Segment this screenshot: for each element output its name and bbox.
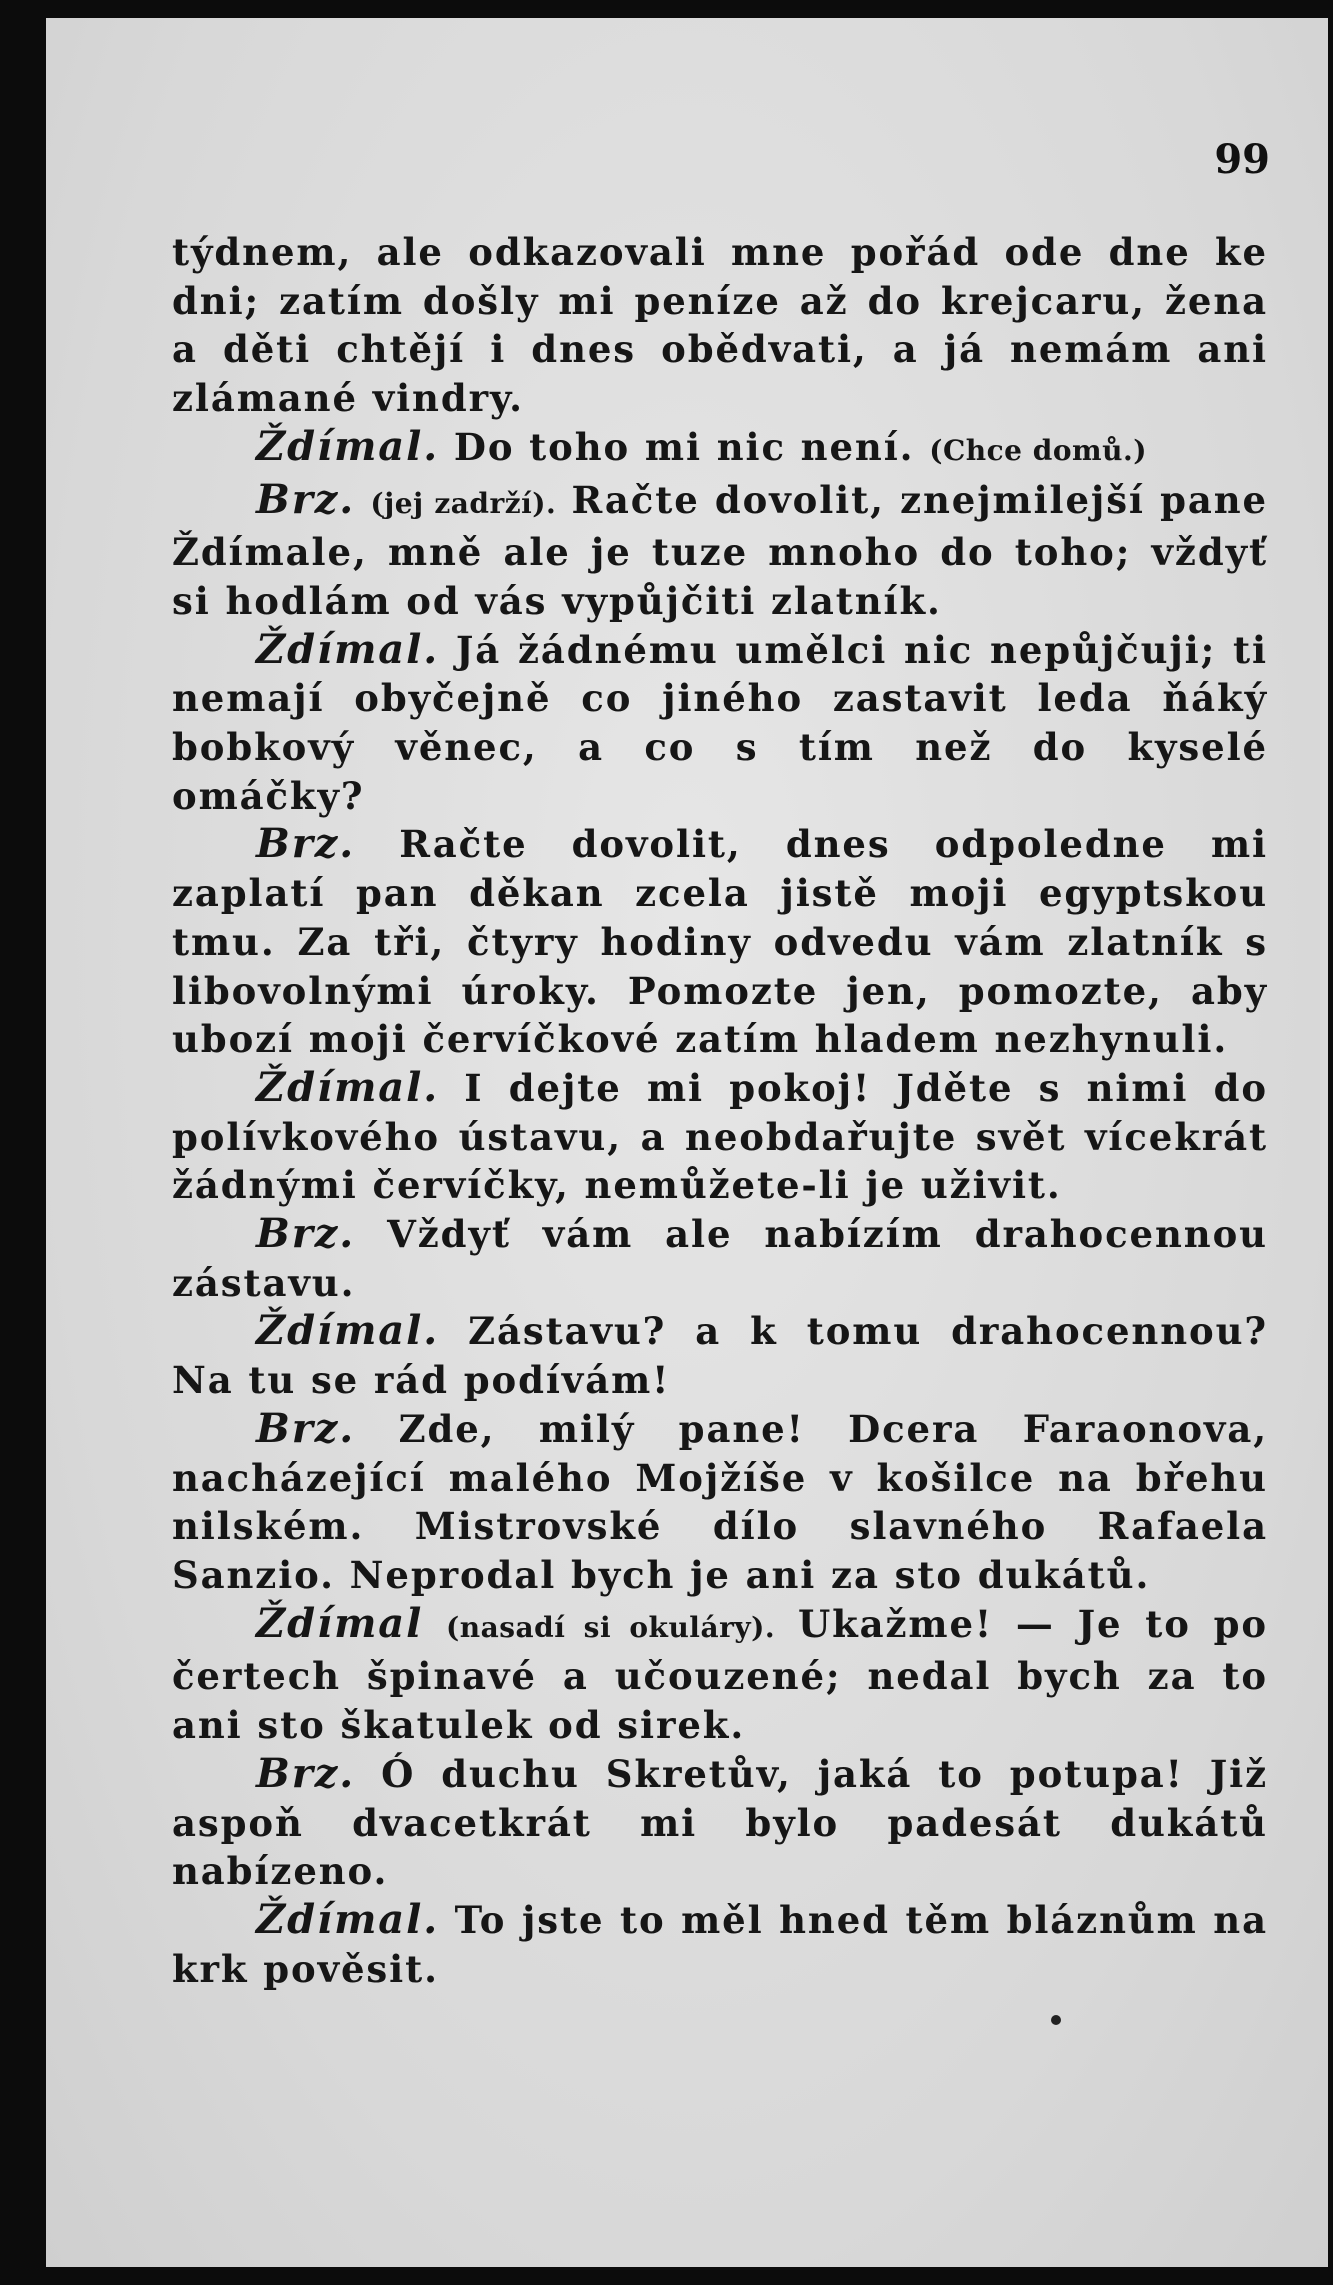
speech-text: Já žádnému umělci nic nepůjčuji; ti nemají obyčejně co jiného zastavit leda ňáký bobkový věnec, a co s tím než do kyselé omáčky? <box>172 627 1268 818</box>
speech-paragraph <box>172 820 1268 1064</box>
speaker-name: Brz. <box>256 475 356 523</box>
stage-direction: (nasadí si okuláry). <box>446 1610 776 1644</box>
speaker-name: Ždímal. <box>256 1063 440 1111</box>
speech-paragraph <box>172 1210 1268 1307</box>
page-text <box>172 228 1268 1993</box>
speaker-name: Ždímal. <box>256 1895 440 1943</box>
speaker-name: Brz. <box>256 1404 356 1452</box>
speech-paragraph <box>172 1896 1268 1993</box>
speech-text: Vždyť vám ale nabízím drahocennou zástavu. <box>172 1212 1268 1305</box>
speech-text: Ukažme! — Je to po čertech špinavé a učouzené; nedal bych za to ani sto škatulek od sirek. <box>172 1601 1268 1748</box>
paragraph-text: týdnem, ale odkazovali mne pořád ode dne ke dni; zatím došly mi peníze až do krejcaru, žena a děti chtějí i dnes obědvati, a já nemám ani zlámané vindry. <box>172 230 1268 421</box>
speech-paragraph <box>172 626 1268 821</box>
speech-paragraph <box>172 423 1268 476</box>
speaker-name: Ždímal. <box>256 422 440 470</box>
speech-text: Ó duchu Skretův, jaká to potupa! Již aspoň dvacetkrát mi bylo padesát dukátů nabízeno. <box>172 1751 1268 1894</box>
stage-direction: (jej zadrží). <box>370 486 557 520</box>
book-page <box>46 18 1328 2267</box>
speaker-name: Ždímal. <box>256 1307 440 1355</box>
speaker-name: Brz. <box>256 1749 356 1797</box>
speech-text: Do toho mi nic není. <box>453 424 915 469</box>
speech-text: Zástavu? a k tomu drahocennou? Na tu se rád podívám! <box>172 1309 1268 1403</box>
speech-text: Zde, milý pane! Dcera Faraonova, nacházející malého Mojžíše v košilce na břehu nilském. Mistrovské dílo slavného Rafaela Sanzio. Neprodal bych je ani za sto dukátů. <box>172 1406 1268 1597</box>
speech-paragraph <box>172 1064 1268 1210</box>
speaker-name: Brz. <box>256 820 356 868</box>
speech-paragraph <box>172 1307 1268 1404</box>
page-number: 99 <box>1214 136 1270 183</box>
speech-paragraph <box>172 476 1268 626</box>
ink-dot-mark <box>1051 2015 1061 2025</box>
speech-text: To jste to měl hned těm bláznům na krk pověsit. <box>172 1897 1268 1991</box>
speech-text: I dejte mi pokoj! Jděte s nimi do polívkového ústavu, a neobdařujte svět vícekrát žádnými červíčky, nemůžete-li je uživit. <box>172 1065 1268 1208</box>
speaker-name: Ždímal. <box>256 625 440 673</box>
speaker-name: Ždímal <box>256 1599 424 1647</box>
speech-paragraph <box>172 1405 1268 1600</box>
speech-text: Račte dovolit, znejmilejší pane Ždímale, mně ale je tuze mnoho do toho; vždyť si hodlám od vás vypůjčiti zlatník. <box>172 477 1268 623</box>
stage-direction: (Chce domů.) <box>929 433 1147 467</box>
speaker-name: Brz. <box>256 1210 356 1258</box>
speech-text: Račte dovolit, dnes odpoledne mi zaplatí pan děkan zcela jistě moji egyptskou tmu. Za tři, čtyry hodiny odvedu vám zlatník s libovolnými úroky. Pomozte jen, pomozte, aby ubozí moji červíčkové zatím hladem nezhynuli. <box>172 822 1268 1062</box>
speech-paragraph <box>172 1600 1268 1750</box>
paragraph-continuation <box>172 228 1268 423</box>
speech-paragraph <box>172 1750 1268 1896</box>
